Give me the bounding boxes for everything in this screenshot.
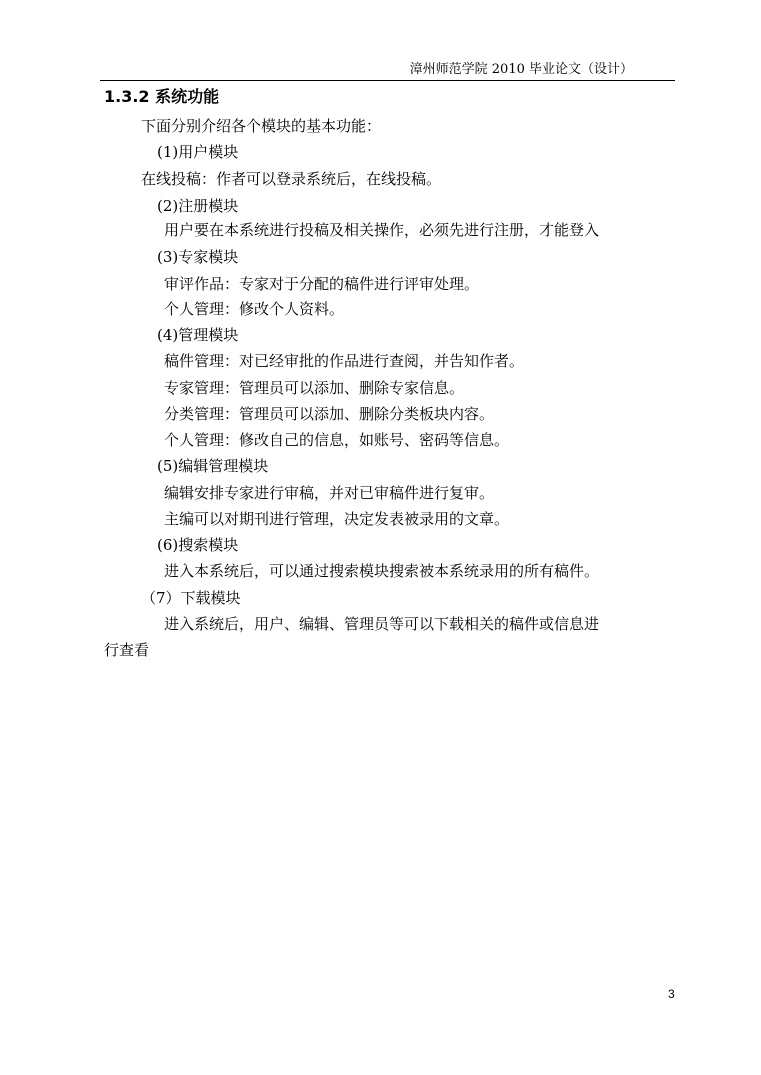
body-line: 个人管理：修改自己的信息，如账号、密码等信息。 (164, 431, 510, 449)
body-line: 主编可以对期刊进行管理，决定发表被录用的文章。 (164, 510, 510, 528)
body-line: 进入系统后，用户、编辑、管理员等可以下载相关的稿件或信息进 (164, 615, 600, 633)
section-heading: 1.3.2 系统功能 (104, 87, 220, 106)
running-header: 漳州师范学院 2010 毕业论文（设计） (409, 62, 633, 77)
body-line: 专家管理：管理员可以添加、删除专家信息。 (164, 379, 465, 397)
body-line: 稿件管理：对已经审批的作品进行查阅，并告知作者。 (164, 352, 525, 370)
body-line: 在线投稿：作者可以登录系统后，在线投稿。 (141, 170, 442, 188)
module-title-download: （7）下载模块 (141, 589, 241, 607)
module-title-user: (1)用户模块 (157, 143, 239, 161)
header-divider (100, 80, 675, 81)
module-title-search: (6)搜索模块 (157, 536, 239, 554)
body-line: 行查看 (104, 641, 150, 659)
module-title-register: (2)注册模块 (157, 197, 239, 215)
module-title-expert: (3)专家模块 (157, 248, 239, 266)
body-line: 个人管理：修改个人资料。 (164, 300, 345, 318)
module-title-admin: (4)管理模块 (157, 326, 239, 344)
body-line: 分类管理：管理员可以添加、删除分类板块内容。 (164, 405, 495, 423)
body-line: 编辑安排专家进行审稿，并对已审稿件进行复审。 (164, 484, 495, 502)
page-number: 3 (668, 987, 675, 1001)
module-title-editor: (5)编辑管理模块 (157, 457, 269, 475)
body-line: 进入本系统后，可以通过搜索模块搜索被本系统录用的所有稿件。 (164, 562, 600, 580)
body-line: 审评作品：专家对于分配的稿件进行评审处理。 (164, 275, 480, 293)
intro-line: 下面分别介绍各个模块的基本功能： (141, 117, 382, 135)
body-line: 用户要在本系统进行投稿及相关操作，必须先进行注册，才能登入 (164, 221, 600, 239)
